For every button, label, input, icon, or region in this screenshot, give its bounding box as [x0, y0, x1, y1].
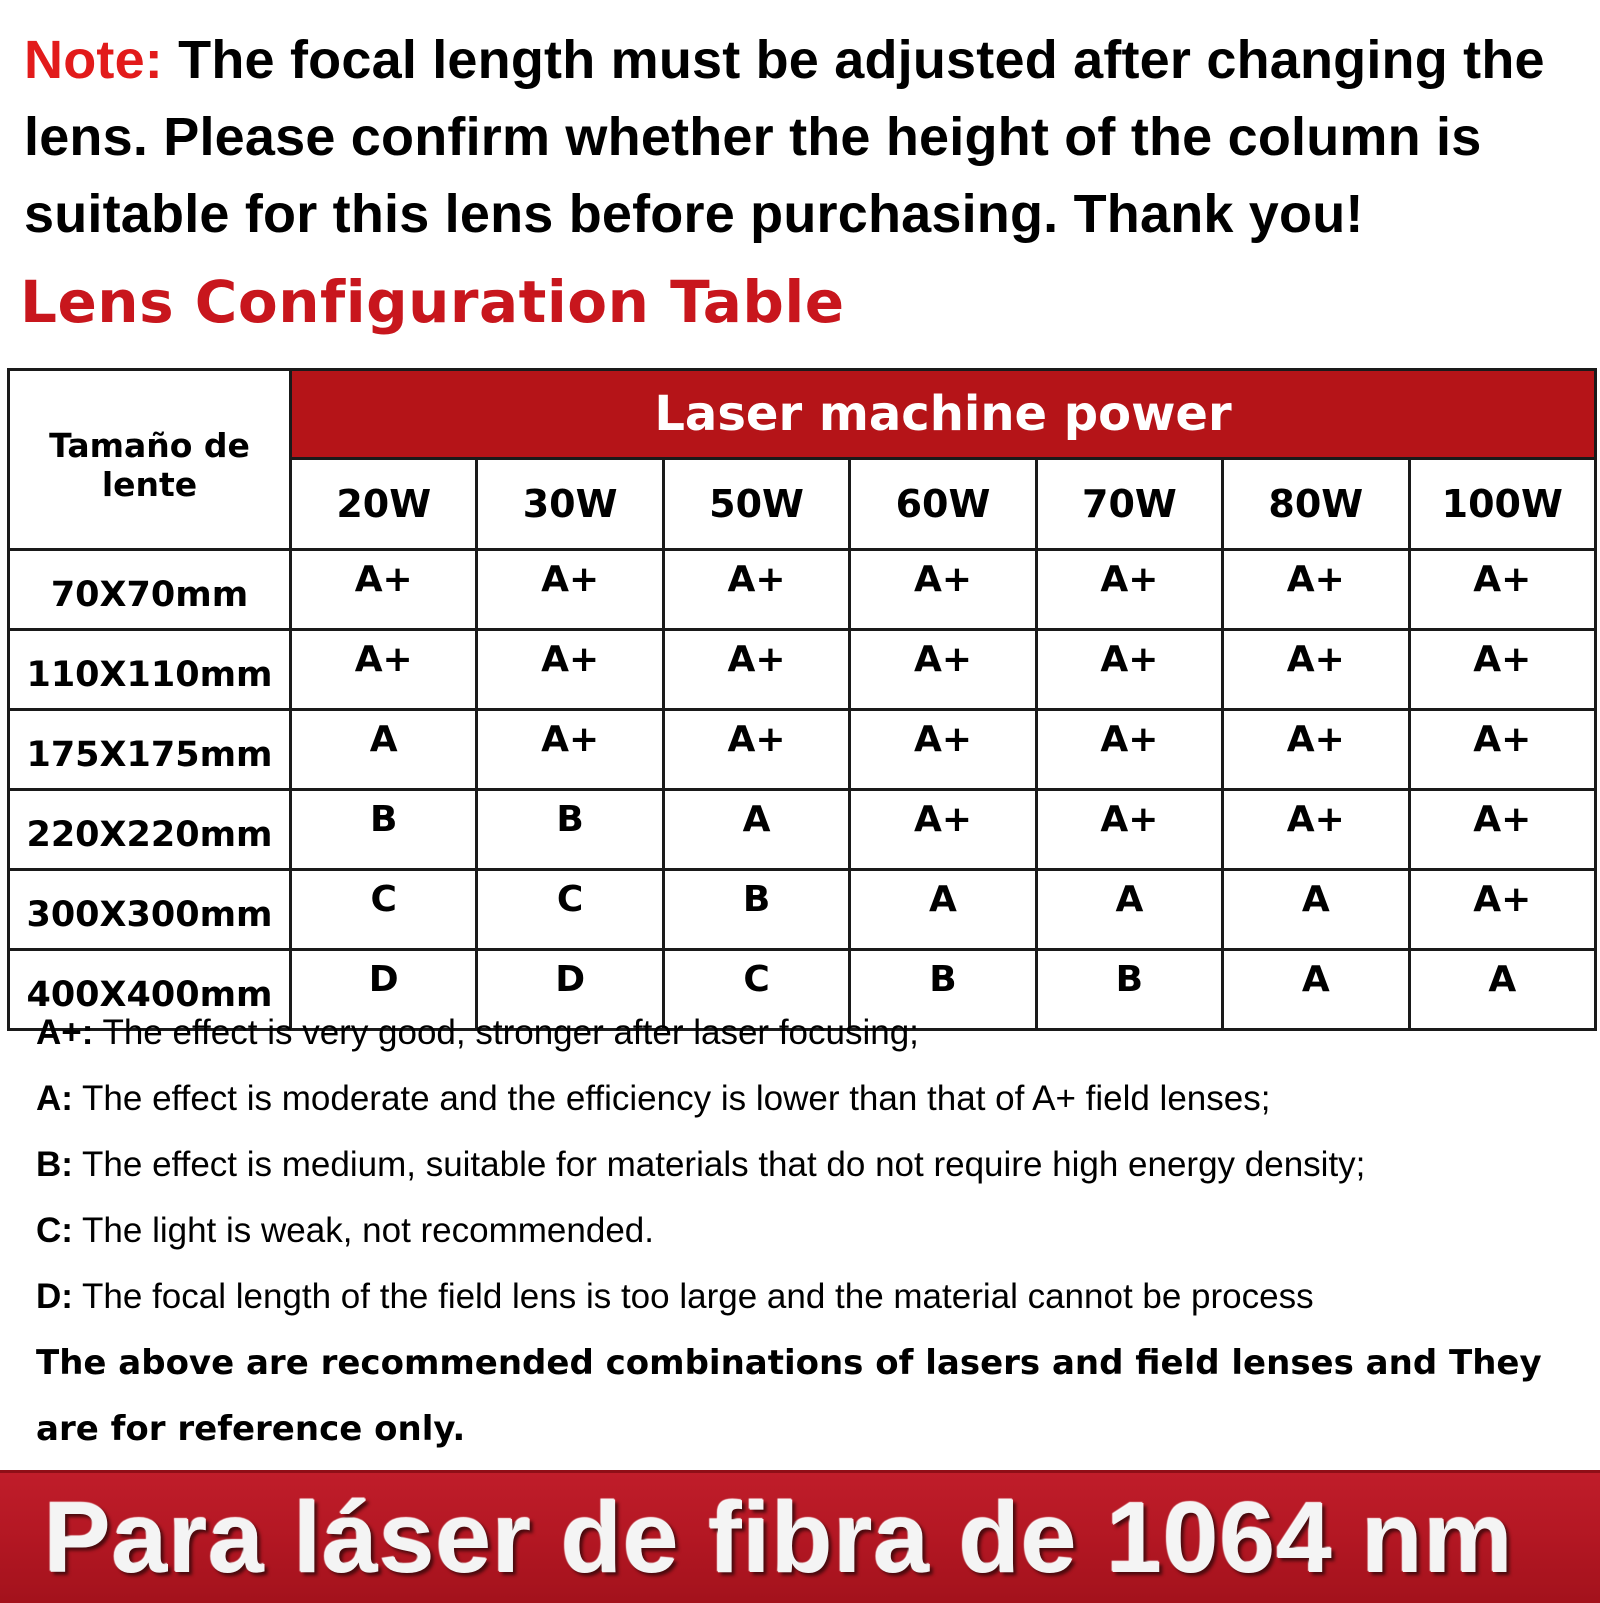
legend-text: The light is weak, not recommended. [72, 1211, 654, 1250]
rating-cell: C [291, 870, 477, 950]
legend-text: The effect is very good, stronger after laser focusing; [93, 1013, 919, 1052]
rating-cell: A+ [291, 630, 477, 710]
rating-cell: B [663, 870, 849, 950]
legend-item [36, 1264, 1576, 1330]
legend-key: A+: [36, 1013, 94, 1052]
lens-size-cell: 70X70mm [9, 550, 291, 630]
rating-cell: A+ [477, 710, 663, 790]
rating-cell: A+ [291, 550, 477, 630]
rating-cell: A+ [850, 550, 1036, 630]
power-column-header: 20W [291, 459, 477, 550]
rating-cell: A [291, 710, 477, 790]
rating-cell: A+ [663, 550, 849, 630]
legend-text: The effect is moderate and the efficiency is lower than that of A+ field lenses; [72, 1079, 1271, 1118]
lens-size-cell: 300X300mm [9, 870, 291, 950]
rating-cell: A+ [1409, 550, 1595, 630]
power-column-header: 80W [1223, 459, 1409, 550]
legend [36, 1000, 1576, 1462]
power-header: Laser machine power [291, 370, 1596, 459]
rating-cell: A+ [1036, 550, 1222, 630]
power-column-header: 70W [1036, 459, 1222, 550]
legend-item [36, 1198, 1576, 1264]
legend-text: The effect is medium, suitable for materials that do not require high energy density; [72, 1145, 1366, 1184]
rating-cell: A+ [663, 710, 849, 790]
table-row [9, 550, 1596, 630]
rating-cell: C [477, 870, 663, 950]
note-text: The focal length must be adjusted after changing the lens. Please confirm whether the height of the column is suitable for this lens before purchasing. Thank you! [24, 30, 1545, 244]
power-column-header: 100W [1409, 459, 1595, 550]
rating-cell: C [663, 950, 849, 1030]
legend-text: The focal length of the field lens is too large and the material cannot be process [72, 1277, 1314, 1316]
legend-item [36, 1000, 1576, 1066]
lens-size-cell: 175X175mm [9, 710, 291, 790]
table-row [9, 630, 1596, 710]
banner [0, 1470, 1600, 1603]
rating-cell: A+ [1036, 710, 1222, 790]
power-column-header: 50W [663, 459, 849, 550]
rating-cell: A+ [850, 790, 1036, 870]
table-row [9, 790, 1596, 870]
note-paragraph [24, 22, 1584, 253]
rating-cell: A+ [477, 630, 663, 710]
rating-cell: A+ [1409, 710, 1595, 790]
lens-size-cell: 220X220mm [9, 790, 291, 870]
legend-item [36, 1066, 1576, 1132]
rating-cell: A+ [1409, 790, 1595, 870]
rating-cell: A [1223, 870, 1409, 950]
rating-cell: A+ [1223, 790, 1409, 870]
rating-cell: A+ [850, 630, 1036, 710]
rating-cell: A [850, 870, 1036, 950]
rating-cell: A [663, 790, 849, 870]
rating-cell: B [477, 790, 663, 870]
rating-cell: B [1036, 950, 1222, 1030]
note-lead: Note: [24, 30, 163, 90]
rating-cell: A+ [1036, 630, 1222, 710]
rating-cell: B [291, 790, 477, 870]
rating-cell: D [291, 950, 477, 1030]
banner-text: Para láser de fibra de 1064 nm [44, 1482, 1514, 1594]
rating-cell: B [850, 950, 1036, 1030]
power-column-header: 30W [477, 459, 663, 550]
rating-cell: A+ [477, 550, 663, 630]
legend-key: D: [36, 1277, 73, 1316]
rating-cell: D [477, 950, 663, 1030]
rating-cell: A+ [850, 710, 1036, 790]
legend-key: A: [36, 1079, 73, 1118]
rating-cell: A [1409, 950, 1595, 1030]
rating-cell: A+ [1409, 630, 1595, 710]
reference-note: The above are recommended combinations of lasers and field lenses and They are for reference only. [36, 1343, 1542, 1449]
rating-cell: A+ [1223, 630, 1409, 710]
rating-cell: A+ [1223, 710, 1409, 790]
table-body [9, 550, 1596, 1030]
power-column-header: 60W [850, 459, 1036, 550]
rating-cell: A+ [663, 630, 849, 710]
rating-cell: A+ [1223, 550, 1409, 630]
page-title: Lens Configuration Table [20, 268, 845, 336]
legend-key: B: [36, 1145, 73, 1184]
rating-cell: A [1036, 870, 1222, 950]
lens-size-cell: 110X110mm [9, 630, 291, 710]
rating-cell: A+ [1036, 790, 1222, 870]
table-row [9, 870, 1596, 950]
legend-key: C: [36, 1211, 73, 1250]
lens-configuration-table [7, 368, 1597, 1031]
legend-list [36, 1000, 1576, 1330]
legend-item [36, 1132, 1576, 1198]
table-row [9, 710, 1596, 790]
rating-cell: A [1223, 950, 1409, 1030]
table-corner-header: Tamaño de lente [9, 370, 291, 550]
rating-cell: A+ [1409, 870, 1595, 950]
lens-size-cell: 400X400mm [9, 950, 291, 1030]
